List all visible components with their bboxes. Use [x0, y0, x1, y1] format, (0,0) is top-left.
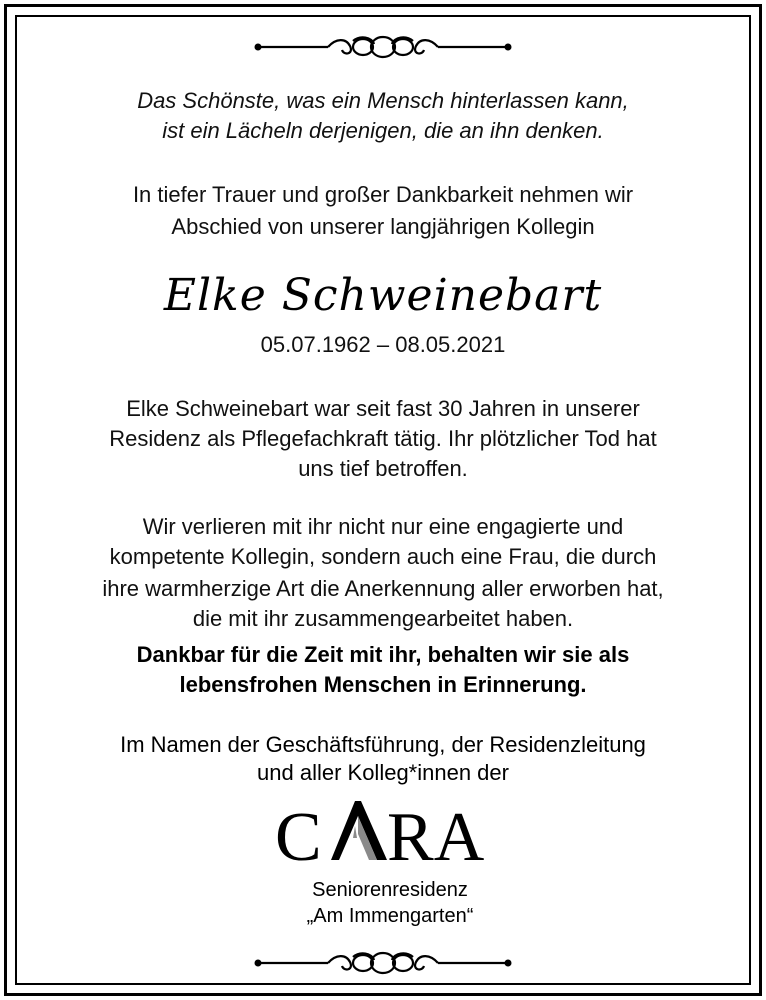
logo-subtitle-2: „Am Immengarten“ — [306, 905, 474, 927]
intro-line-1: In tiefer Trauer und großer Dankbarkeit nehmen wir — [132, 182, 634, 207]
paragraph2-line-2: kompetente Kollegin, sondern auch eine Frau, die durch — [109, 544, 657, 569]
quote-line-1: Das Schönste, was ein Mensch hinterlassen kann, — [137, 88, 629, 113]
svg-text:RA: RA — [387, 799, 485, 868]
paragraph1-line-1: Elke Schweinebart war seit fast 30 Jahren in unserer — [126, 396, 640, 421]
logo-subtitle-1: Seniorenresidenz — [312, 879, 468, 901]
life-dates: 05.07.1962 – 08.05.2021 — [260, 332, 506, 357]
paragraph2-line-4: die mit ihr zusammengearbeitet haben. — [192, 606, 574, 631]
paragraph2-line-1: Wir verlieren mit ihr nicht nur eine engagierte und — [142, 514, 624, 539]
intro-line-2: Abschied von unserer langjährigen Kollegin — [171, 214, 595, 239]
scroll-flourish-icon — [250, 948, 516, 978]
scroll-flourish-icon — [250, 32, 516, 62]
signature-line-1: Im Namen der Geschäftsführung, der Residenzleitung — [120, 732, 646, 757]
cara-logo — [273, 798, 493, 868]
svg-text:C: C — [275, 799, 322, 868]
deceased-name: Elke Schweinebart — [163, 270, 603, 321]
closing-line-2: lebensfrohen Menschen in Erinnerung. — [179, 672, 587, 697]
signature-line-2: und aller Kolleg*innen der — [257, 760, 509, 785]
paragraph1-line-3: uns tief betroffen. — [298, 456, 468, 481]
quote-line-2: ist ein Lächeln derjenigen, die an ihn denken. — [162, 118, 604, 143]
paragraph2-line-3: ihre warmherzige Art die Anerkennung aller erworben hat, — [102, 576, 664, 601]
closing-line-1: Dankbar für die Zeit mit ihr, behalten wir sie als — [136, 642, 630, 667]
paragraph1-line-2: Residenz als Pflegefachkraft tätig. Ihr plötzlicher Tod hat — [109, 426, 657, 451]
